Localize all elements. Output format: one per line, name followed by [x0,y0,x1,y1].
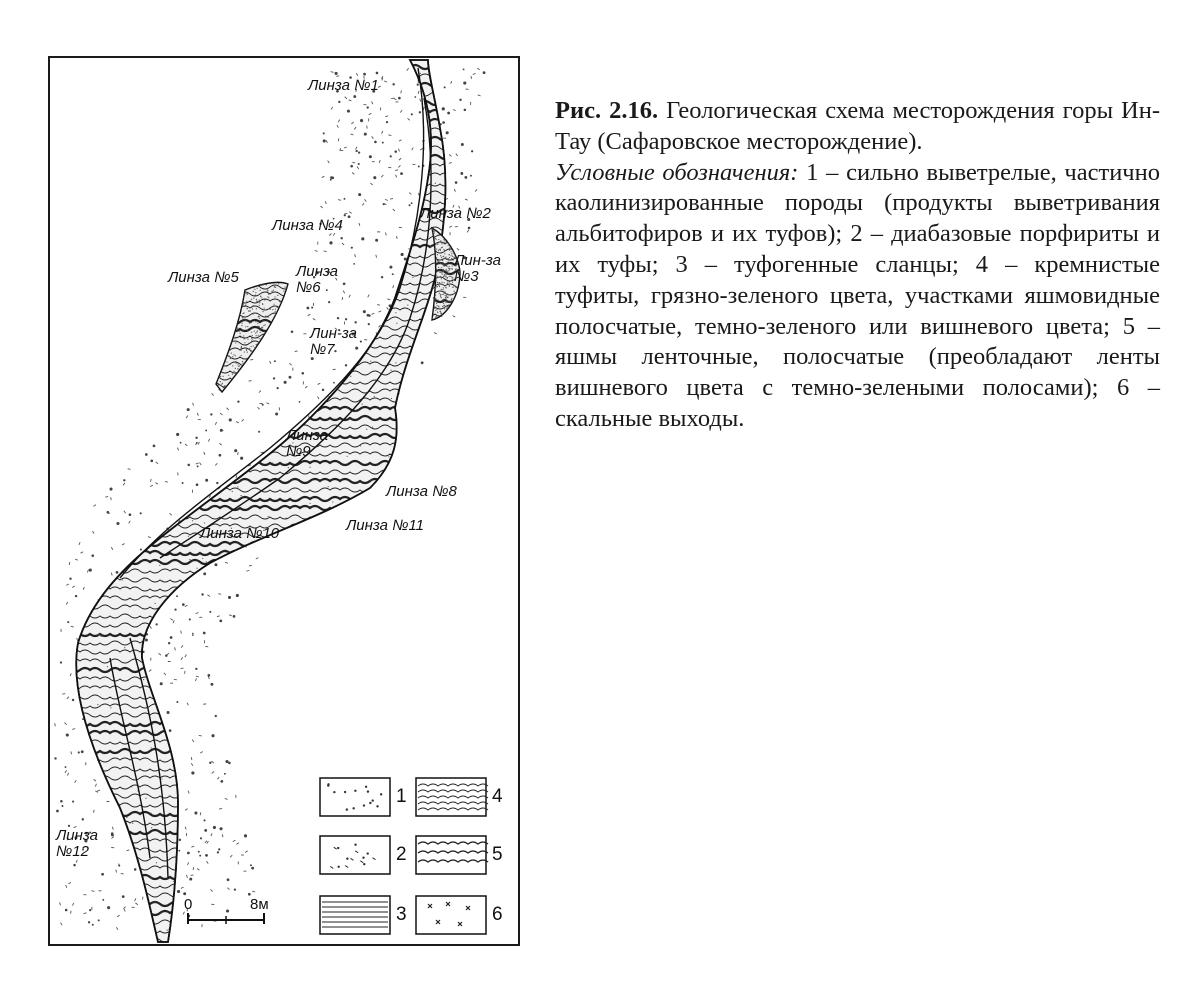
lens-label-1: Линза №1 [308,77,379,94]
legend-box-5 [416,836,488,874]
scale-end-label: 8м [250,896,269,913]
lens-label-8: Линза №8 [386,483,457,500]
legend-title: Условные обозначения: [555,158,799,186]
lens-label-7: Лин-за №7 [310,325,358,358]
map-drawing [50,58,518,944]
legend-description: 1 – сильно выветрелые, частично каолинизированные породы (продукты выветривания альбитофиров и их туфов); 2 – диабазовые порфириты и их туфы; 3 – туфогенные сланцы; 4 – кремнистые туфиты, грязно-зеленого цвета, участками яшмовидные полосчатые, темно-зеленого или вишневого цвета; 5 – яшмы ленточные, полосчатые (преобладают ленты вишневого цвета с темно-зелеными полосами); 6 – скальные выходы. [555,158,1160,432]
legend-box-3 [320,896,390,934]
legend-box-6 [416,896,486,934]
figure-title: Геологическая схема месторождения горы Ин-Тау (Сафаровское месторождение). [555,97,1160,155]
lens-label-2: Линза №2 [420,205,491,222]
legend-number-5: 5 [492,844,503,865]
figure-caption [555,96,1160,435]
legend-box-2 [320,836,390,874]
legend-number-1: 1 [396,786,407,807]
lens-label-6: Линза №6 [296,263,339,296]
lens-label-5: Линза №5 [168,269,239,286]
legend-number-2: 2 [396,844,407,865]
legend-box-4 [416,778,488,816]
legend-number-3: 3 [396,904,407,925]
lens-label-9: Линза №9 [286,427,329,460]
lens-label-4: Линза №4 [272,217,343,234]
legend-box-1 [320,778,390,816]
figure-number: Рис. 2.16. [555,97,659,124]
scale-bar [188,913,264,924]
legend-number-4: 4 [492,786,503,807]
scale-start-label: 0 [184,896,193,913]
legend-number-6: 6 [492,904,503,925]
lens-label-10: Линза №10 [200,525,280,542]
lens-label-3: Лин-за №3 [454,252,502,285]
lens-label-11: Линза №11 [346,517,425,534]
lens-label-12: Линза №12 [56,827,99,860]
geological-map [48,56,520,946]
